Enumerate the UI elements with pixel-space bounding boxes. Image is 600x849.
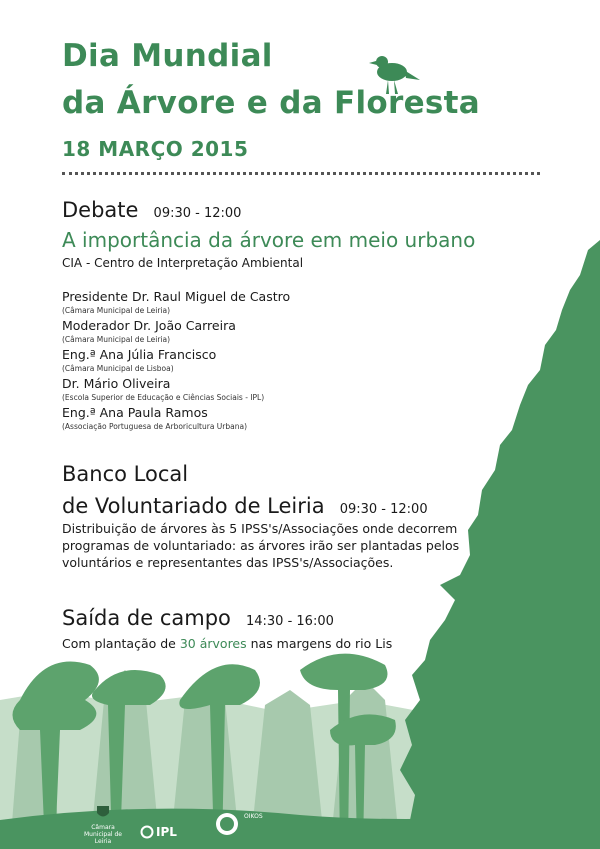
panelist: [62, 405, 290, 434]
debate-location: CIA - Centro de Interpretação Ambiental: [62, 256, 304, 270]
panelist-name: Eng.ª Ana Júlia Francisco: [62, 347, 217, 362]
ipl-circle-icon: [140, 825, 154, 839]
banco-time: 09:30 - 12:00: [339, 502, 428, 517]
page-title-line2: da Árvore e da Floresta: [62, 85, 481, 121]
panelist: [62, 347, 290, 376]
saida-desc-highlight: 30 árvores: [179, 636, 247, 651]
event-date: 18 MARÇO 2015: [62, 137, 249, 161]
debate-time: 09:30 - 12:00: [153, 206, 242, 221]
panelist-name: Presidente Dr. Raul Miguel de Castro: [62, 289, 291, 304]
dotted-divider: [62, 172, 540, 175]
camara-crest-icon: [95, 804, 111, 820]
panelist: [62, 318, 290, 347]
panelist-org: (Câmara Municipal de Leiria): [62, 306, 171, 315]
oikos-logo-text: OIKOS: [244, 813, 263, 820]
panelist: [62, 289, 290, 318]
ipl-logo: [140, 825, 177, 839]
panelist-name: Dr. Mário Oliveira: [62, 376, 171, 391]
banco-label: de Voluntariado de Leiria: [62, 494, 325, 518]
oikos-logo: [214, 811, 263, 841]
ipl-logo-text: IPL: [156, 825, 177, 839]
saida-heading: [62, 606, 334, 630]
debate-label: Debate: [62, 198, 139, 222]
panelist-org: (Associação Portuguesa de Arboricultura Urbana): [62, 422, 248, 431]
camara-logo: [78, 804, 128, 845]
panelist-org: (Câmara Municipal de Leiria): [62, 335, 171, 344]
camara-logo-text: Câmara Municipal de Leiria: [84, 824, 122, 845]
saida-description: [62, 636, 392, 651]
panelist-org: (Câmara Municipal de Lisboa): [62, 364, 174, 373]
saida-time: 14:30 - 16:00: [245, 614, 334, 629]
page-title-line1: Dia Mundial: [62, 38, 273, 74]
banco-heading-line2: [62, 494, 428, 518]
saida-label: Saída de campo: [62, 606, 231, 630]
debate-heading: [62, 198, 241, 222]
oikos-badge-icon: [214, 811, 240, 837]
panelist-list: [62, 289, 290, 434]
banco-heading-line1: Banco Local: [62, 462, 189, 486]
panelist-org: (Escola Superior de Educação e Ciências Sociais - IPL): [62, 393, 265, 402]
panelist: [62, 376, 290, 405]
panelist-name: Eng.ª Ana Paula Ramos: [62, 405, 208, 420]
banco-description: Distribuição de árvores às 5 IPSS's/Associações onde decorrem programas de voluntariado: as árvores irão ser plantadas pelos voluntários e representantes das IPSS's/Associações.: [62, 521, 460, 570]
saida-desc-after: nas margens do rio Lis: [246, 636, 393, 651]
saida-desc-before: Com plantação de: [62, 636, 180, 651]
panelist-name: Moderador Dr. João Carreira: [62, 318, 236, 333]
debate-subtitle: A importância da árvore em meio urbano: [62, 228, 476, 252]
